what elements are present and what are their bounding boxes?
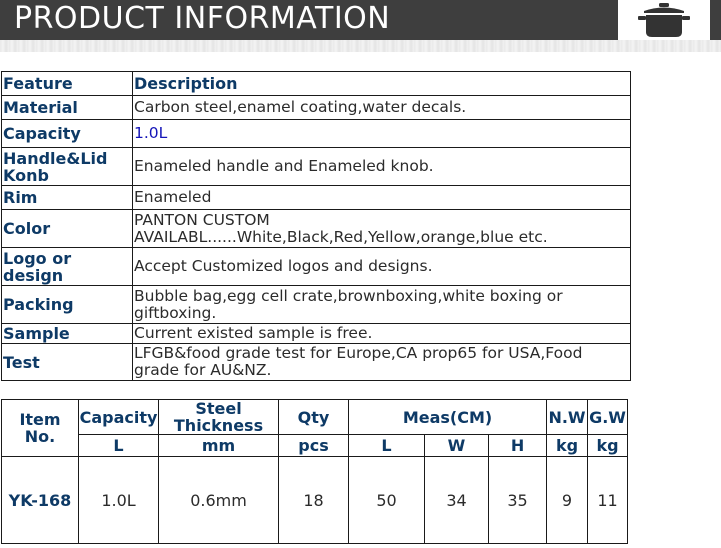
cell-height: 35 [489,457,547,544]
cell-length: 50 [349,457,425,544]
cell-thickness: 0.6mm [159,457,279,544]
feature-label: Rim [2,186,133,210]
feature-label: Material [2,96,133,120]
banner-texture-band [0,40,721,52]
cell-nw: 9 [547,457,588,544]
table-row [2,186,631,210]
cell-item-no: YK-168 [2,457,79,544]
unit-thickness: mm [159,435,279,457]
feature-label: Handle&Lid Konb [2,148,133,186]
header-gw: G.W [588,400,628,435]
unit-qty: pcs [279,435,349,457]
feature-value: Carbon steel,enamel coating,water decals. [133,96,631,120]
feature-value: Description [133,72,631,96]
feature-value: 1.0L [133,120,631,148]
header-qty: Qty [279,400,349,435]
cooking-pot-icon [636,2,692,38]
header-capacity: Capacity [79,400,159,435]
table-row [2,72,631,96]
cell-qty: 18 [279,457,349,544]
feature-value: LFGB&food grade test for Europe,CA prop65 for USA,Food grade for AU&NZ. [133,344,631,381]
unit-gw: kg [588,435,628,457]
unit-length: L [349,435,425,457]
table-row [2,148,631,186]
feature-value: PANTON CUSTOM AVAILABL......White,Black,Red,Yellow,orange,blue etc. [133,210,631,248]
feature-value: Enameled [133,186,631,210]
unit-height: H [489,435,547,457]
table-row [2,435,628,457]
cell-width: 34 [425,457,489,544]
feature-value: Bubble bag,egg cell crate,brownboxing,white boxing or giftboxing. [133,286,631,324]
feature-label: Color [2,210,133,248]
unit-capacity: L [79,435,159,457]
table-row [2,96,631,120]
feature-value: Enameled handle and Enameled knob. [133,148,631,186]
feature-value: Accept Customized logos and designs. [133,248,631,286]
table-row [2,344,631,381]
header-item-no: Item No. [2,400,79,457]
table-row [2,400,628,435]
feature-label: Test [2,344,133,381]
table-row [2,120,631,148]
header-nw: N.W [547,400,588,435]
banner-title: PRODUCT INFORMATION [14,1,391,36]
table-row [2,286,631,324]
feature-label: Capacity [2,120,133,148]
header-meas: Meas(CM) [349,400,547,435]
product-info-banner [0,0,721,40]
banner-edge-strip [710,0,721,40]
table-row [2,210,631,248]
feature-label: Packing [2,286,133,324]
product-spec-table [1,399,628,544]
unit-nw: kg [547,435,588,457]
product-feature-table [1,71,631,381]
table-row [2,324,631,344]
feature-label: Logo or design [2,248,133,286]
feature-label: Sample [2,324,133,344]
table-row [2,457,628,544]
unit-width: W [425,435,489,457]
cell-gw: 11 [588,457,628,544]
table-row [2,248,631,286]
header-steel-thickness: Steel Thickness [159,400,279,435]
feature-value: Current existed sample is free. [133,324,631,344]
cell-capacity: 1.0L [79,457,159,544]
feature-label: Feature [2,72,133,96]
